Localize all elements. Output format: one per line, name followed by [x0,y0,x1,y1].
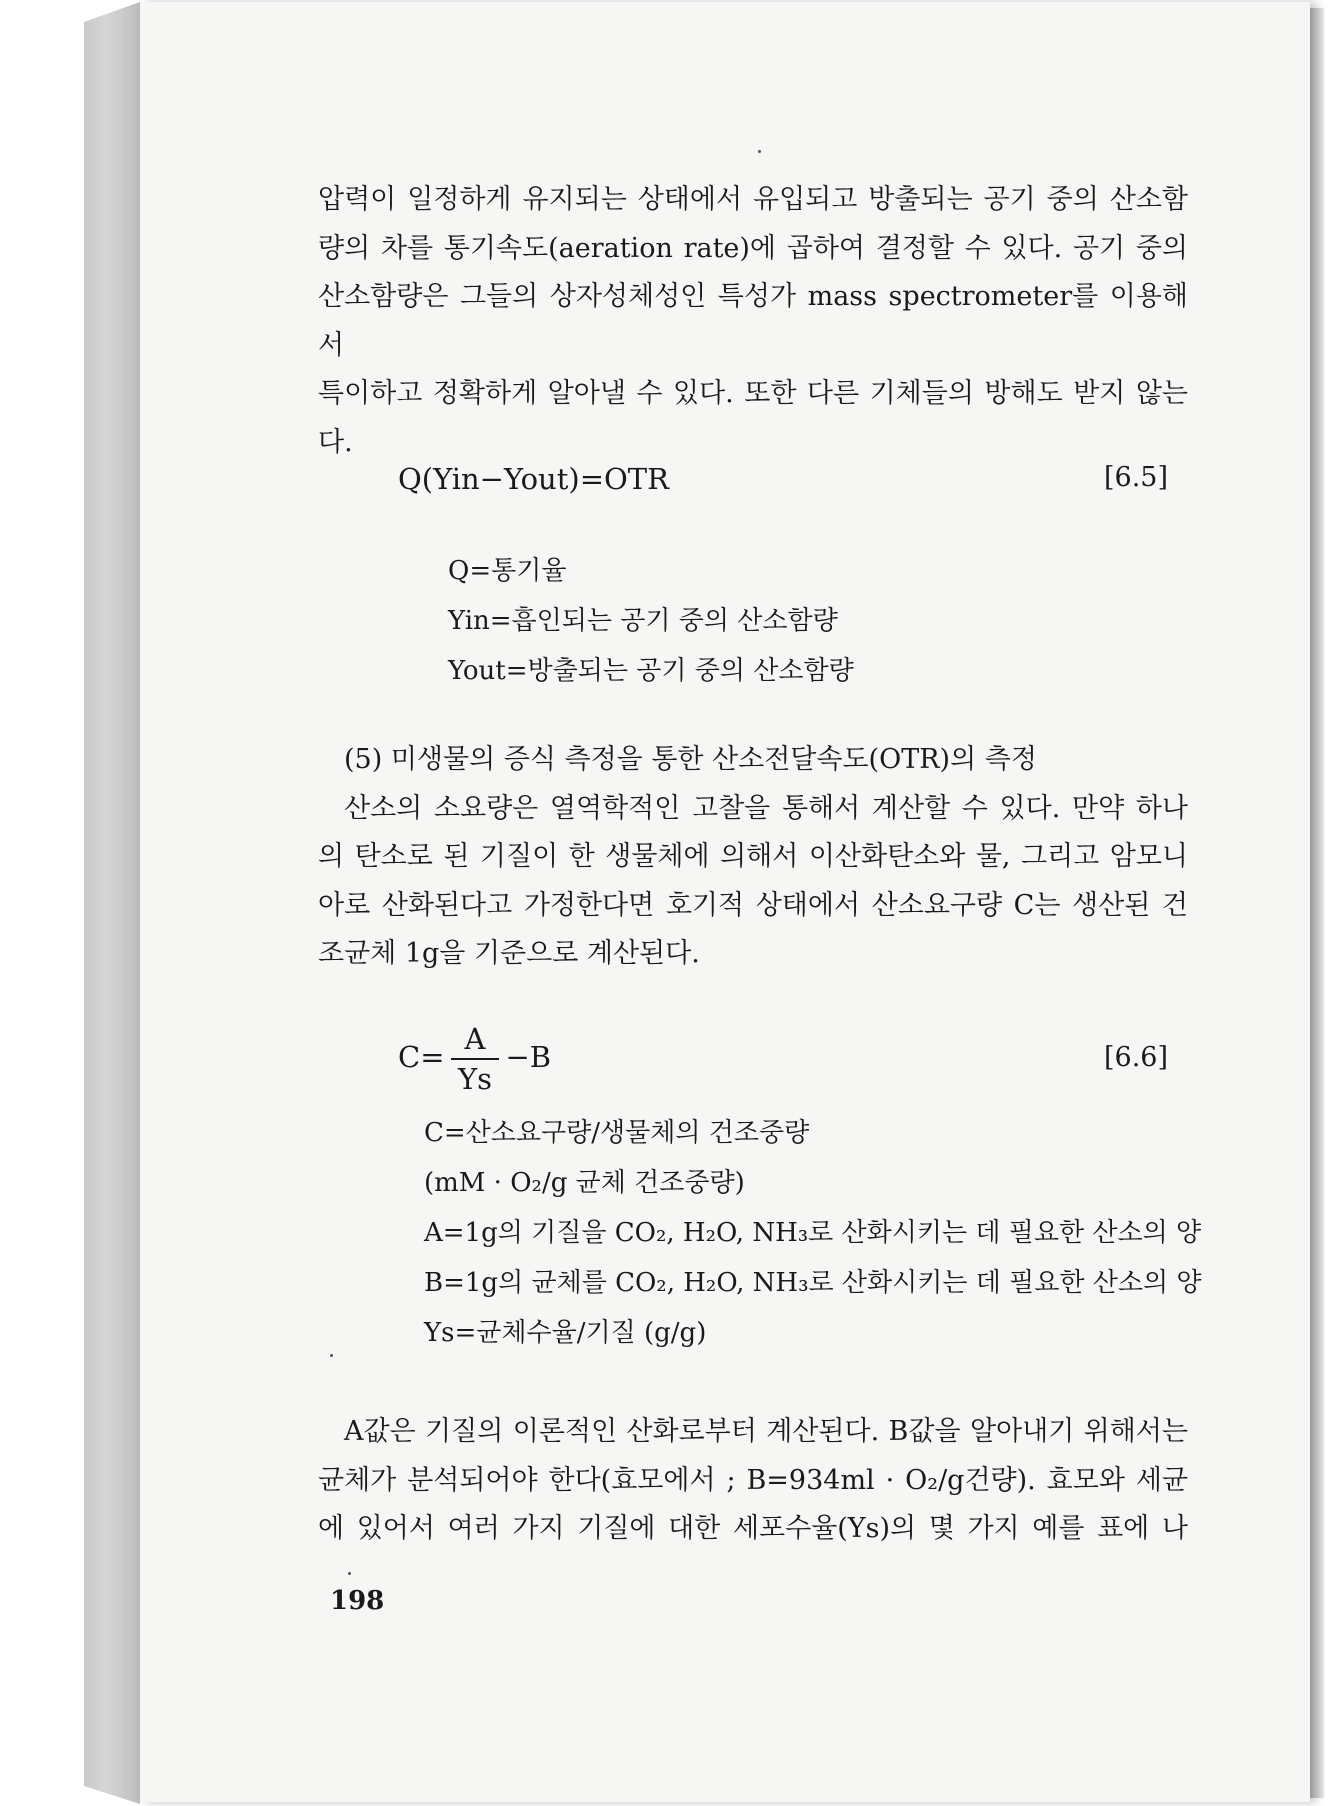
section-heading: (5) 미생물의 증식 측정을 통한 산소전달속도(OTR)의 측정 [344,744,1037,775]
fraction-numerator: A [451,1022,500,1060]
scan-speck [758,150,761,153]
equation-6-5: Q(Yin−Yout)=OTR [398,462,669,496]
paragraph-a-b-values [318,1408,1188,1554]
text-line: 압력이 일정하게 유지되는 상태에서 유입되고 방출되는 공기 중의 산소함 [318,184,1188,215]
text-line: 특이하고 정확하게 알아낼 수 있다. 또한 다른 기체들의 방해도 받지 않는 [318,378,1188,409]
paragraph-aeration [318,176,1188,467]
equation-number-6-6: [6.6] [1104,1042,1169,1073]
equation-6-5-definitions [448,546,854,696]
text-line: 산소의 소요량은 열역학적인 고찰을 통해서 계산할 수 있다. 만약 하나 [344,792,1188,824]
definition-line: Ys=균체수율/기질 (g/g) [424,1318,707,1348]
equation-lhs: C= [398,1040,445,1074]
page-edge [1310,8,1324,1798]
fraction [451,1022,500,1096]
equation-number-6-5: [6.5] [1104,462,1169,493]
definition-line: B=1g의 균체를 CO₂, H₂O, NH₃로 산화시키는 데 필요한 산소의 양 [424,1268,1202,1298]
definition-line: Q=통기율 [448,556,567,586]
definition-line: Yout=방출되는 공기 중의 산소함량 [448,656,854,686]
equation-rhs: −B [505,1040,552,1074]
fraction-denominator: Ys [457,1062,492,1096]
definition-line: Yin=흡인되는 공기 중의 산소함량 [448,606,838,636]
text-line: 조균체 1g을 기준으로 계산된다. [318,938,700,969]
equation-6-6-definitions [424,1108,1201,1358]
page-number: 198 [330,1586,385,1616]
text-line: 균체가 분석되어야 한다(효모에서 ; B=934ml · O₂/g건량). 효모와 세균 [318,1464,1188,1496]
text-line: A값은 기질의 이론적인 산화로부터 계산된다. B값을 알아내기 위해서는 [344,1416,1188,1447]
definition-line: A=1g의 기질을 CO₂, H₂O, NH₃로 산화시키는 데 필요한 산소의 양 [424,1218,1202,1248]
text-line: 아로 산화된다고 가정한다면 호기적 상태에서 산소요구량 C는 생산된 건 [318,889,1188,921]
text-line: 의 탄소로 된 기질이 한 생물체에 의해서 이산화탄소와 물, 그리고 암모니 [318,841,1188,872]
book-spine [84,2,140,1804]
definition-line: (mM · O₂/g 균체 건조중량) [424,1168,745,1198]
text-line: 산소함량은 그들의 상자성체성인 특성가 mass spectrometer를 이용해서 [318,281,1188,361]
scan-speck [348,1572,351,1575]
section-5 [318,736,1188,979]
text-line: 에 있어서 여러 가지 기질에 대한 세포수율(Ys)의 몇 가지 예를 표에 나 [318,1513,1188,1544]
scan-speck [330,1354,333,1357]
equation-6-6 [398,1022,551,1096]
definition-line: C=산소요구량/생물체의 건조중량 [424,1118,810,1148]
text-line: 다. [318,426,353,458]
text-line: 량의 차를 통기속도(aeration rate)에 곱하여 결정할 수 있다. 공기 중의 [318,232,1188,264]
